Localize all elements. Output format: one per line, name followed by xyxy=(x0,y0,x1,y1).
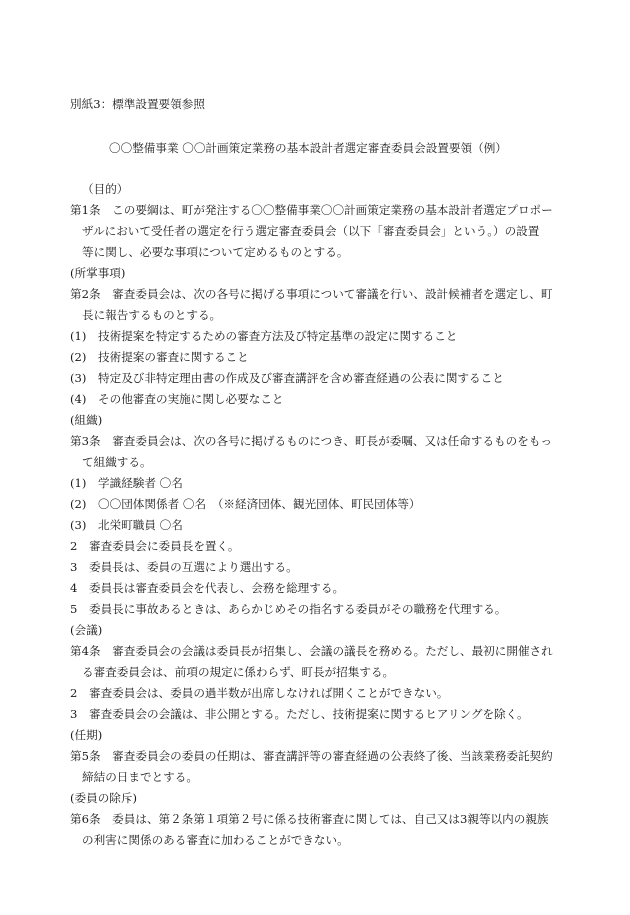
article-text: ザルにおいて受任者の選定を行う選定審査委員会（以下「審査委員会」という。）の設置 xyxy=(82,224,540,238)
paragraph-item: 2 審査委員会は、委員の過半数が出席しなければ開くことができない。 xyxy=(70,686,449,700)
paragraph-item: 4 委員長は審査委員会を代表し、会務を総理する。 xyxy=(70,581,345,595)
section-heading: (任期) xyxy=(70,728,103,742)
article-text: 第1条 この要綱は、町が発注する〇〇整備事業〇〇計画策定業務の基本設計者選定プロポー xyxy=(70,203,553,217)
section-heading: (会議) xyxy=(70,623,103,637)
article-text: 第3条 審査委員会は、次の各号に掲げるものにつき、町長が委嘱、又は任命するものをもっ xyxy=(70,434,553,448)
article-text: 第6条 委員は、第２条第１項第２号に係る技術審査に関しては、自己又は3親等以内の親族 xyxy=(70,812,549,826)
article-text: 第2条 審査委員会は、次の各号に掲げる事項について審議を行い、設計候補者を選定し、町 xyxy=(70,287,553,301)
list-item: (4) その他審査の実施に関し必要なこと xyxy=(70,392,284,406)
list-item: (1) 技術提案を特定するための審査方法及び特定基準の設定に関すること xyxy=(70,329,458,343)
paragraph-item: 5 委員長に事故あるときは、あらかじめその指名する委員がその職務を代理する。 xyxy=(70,602,507,616)
document-title: 〇〇整備事業 〇〇計画策定業務の基本設計者選定審査委員会設置要領（例） xyxy=(109,141,507,155)
list-item: (3) 特定及び非特定理由書の作成及び審査講評を含め審査経過の公表に関すること xyxy=(70,371,504,385)
list-item: (2) 技術提案の審査に関すること xyxy=(70,350,249,364)
article-text: の利害に関係のある審査に加わることができない。 xyxy=(82,833,349,847)
list-item: (2) 〇〇団体関係者 〇名 （※経済団体、観光団体、町民団体等） xyxy=(70,497,421,511)
section-heading: （目的） xyxy=(82,182,129,196)
article-text: 第4条 審査委員会の会議は委員長が招集し、会議の議長を務める。ただし、最初に開催され xyxy=(70,644,553,658)
paragraph-item: 3 委員長は、委員の互選により選出する。 xyxy=(70,560,298,574)
article-text: 長に報告するものとする。 xyxy=(82,308,222,322)
paragraph-item: 2 審査委員会に委員長を置く。 xyxy=(70,539,240,553)
attachment-label: 別紙3：標準設置要領参照 xyxy=(70,97,205,111)
section-heading: (委員の除斥) xyxy=(70,791,138,805)
list-item: (3) 北栄町職員 〇名 xyxy=(70,518,183,532)
article-text: 第5条 審査委員会の委員の任期は、審査講評等の審査経過の公表終了後、当該業務委託契約 xyxy=(70,749,553,763)
article-text: 締結の日までとする。 xyxy=(82,770,198,784)
list-item: (1) 学識経験者 〇名 xyxy=(70,476,183,490)
paragraph-item: 3 審査委員会の会議は、非公開とする。ただし、技術提案に関するヒアリングを除く。 xyxy=(70,707,529,721)
article-text: て組織する。 xyxy=(82,455,152,469)
article-text: る審査委員会は、前項の規定に係わらず、町長が招集する。 xyxy=(82,665,395,679)
article-text: 等に関し、必要な事項について定めるものとする。 xyxy=(82,245,349,259)
section-heading: (組織) xyxy=(70,413,103,427)
section-heading: (所掌事項) xyxy=(70,266,126,280)
